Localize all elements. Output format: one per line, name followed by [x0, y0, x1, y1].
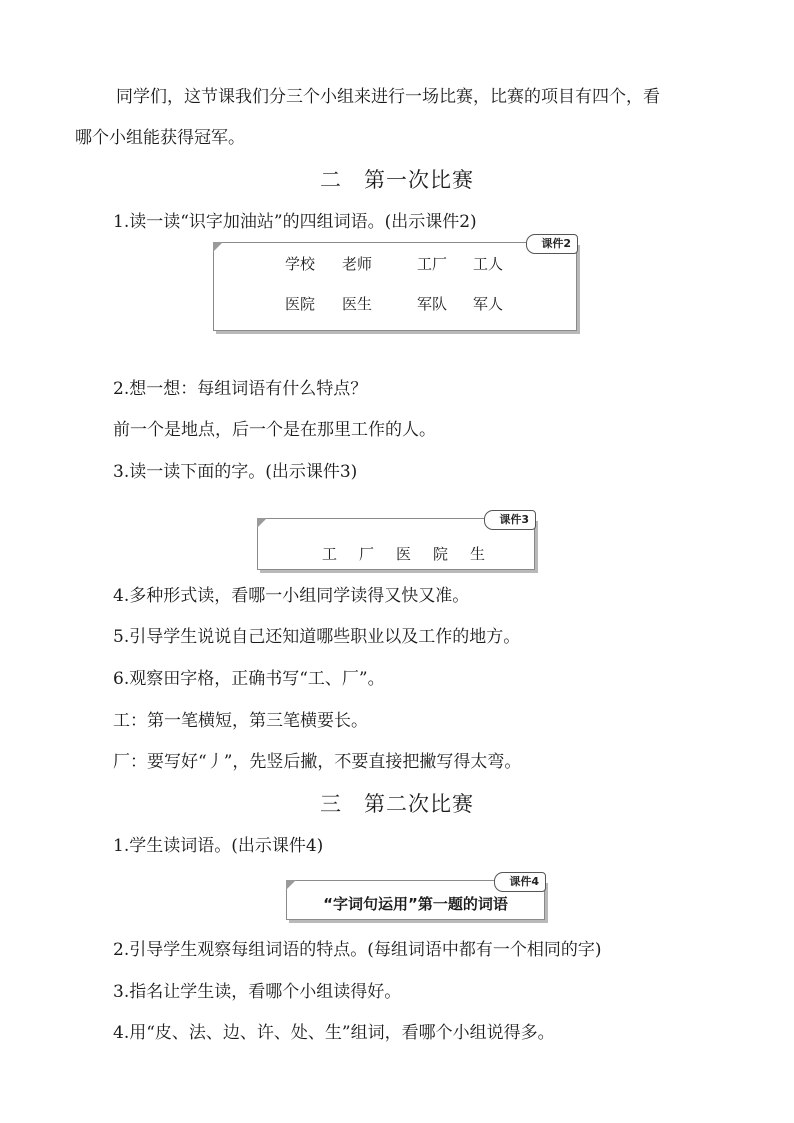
intro-line-1: 同学们，这节课我们分三个小组来进行一场比赛，比赛的项目有四个，看: [116, 87, 660, 107]
section-2-item-4: 4.多种形式读，看哪一小组同学读得又快又准。: [113, 586, 470, 606]
word-doctor: 医生: [342, 295, 373, 313]
word-army: 军队: [417, 295, 448, 313]
courseware-tag-3: 课件3: [484, 510, 536, 530]
word-school: 学校: [285, 255, 316, 273]
section-3-item-2: 2.引导学生观察每组词语的特点。(每组词语中都有一个相同的字): [113, 940, 602, 960]
card-corner-mark: [286, 880, 296, 890]
word-factory: 工厂: [417, 255, 448, 273]
section-2-item-5: 5.引导学生说说自己还知道哪些职业以及工作的地方。: [113, 627, 521, 647]
word-teacher: 老师: [342, 255, 373, 273]
courseware-tag-2: 课件2: [526, 234, 578, 254]
section-2-item-6: 6.观察田字格，正确书写“工、厂”。: [113, 669, 385, 689]
section-2-item-2: 2.想一想：每组词语有什么特点？: [113, 379, 368, 399]
section-2-heading: 二 第一次比赛: [320, 168, 474, 192]
section-3-heading: 三 第二次比赛: [320, 792, 474, 816]
word-worker: 工人: [473, 255, 504, 273]
characters-row: 工厂医院生: [322, 545, 508, 563]
intro-line-2: 哪个小组能获得冠军。: [75, 128, 245, 148]
section-3-item-3: 3.指名让学生读，看哪个小组读得好。: [113, 982, 402, 1002]
section-2-answer-2: 前一个是地点，后一个是在那里工作的人。: [113, 420, 436, 440]
card-corner-mark: [213, 242, 223, 252]
courseware-tag-4: 课件4: [494, 872, 546, 892]
section-3-item-1: 1.学生读词语。(出示课件4): [113, 836, 324, 856]
courseware-card-3: [257, 513, 535, 570]
courseware-card-4: [286, 875, 545, 920]
section-2-item-1: 1.读一读“识字加油站”的四组词语。(出示课件2): [113, 212, 477, 232]
courseware-4-title: “字词句运用”第一题的词语: [323, 895, 508, 913]
section-3-item-4: 4.用“皮、法、边、许、处、生”组词，看哪个小组说得多。: [113, 1023, 555, 1043]
courseware-card-2: [213, 237, 577, 331]
card-corner-mark: [257, 518, 267, 528]
section-2-item-3: 3.读一读下面的字。(出示课件3): [113, 462, 358, 482]
word-hospital: 医院: [285, 295, 316, 313]
note-gong: 工：第一笔横短，第三笔横要长。: [113, 711, 368, 731]
note-chang: 厂：要写好“丿”，先竖后撇，不要直接把撇写得太弯。: [113, 752, 522, 772]
word-soldier: 军人: [473, 295, 504, 313]
